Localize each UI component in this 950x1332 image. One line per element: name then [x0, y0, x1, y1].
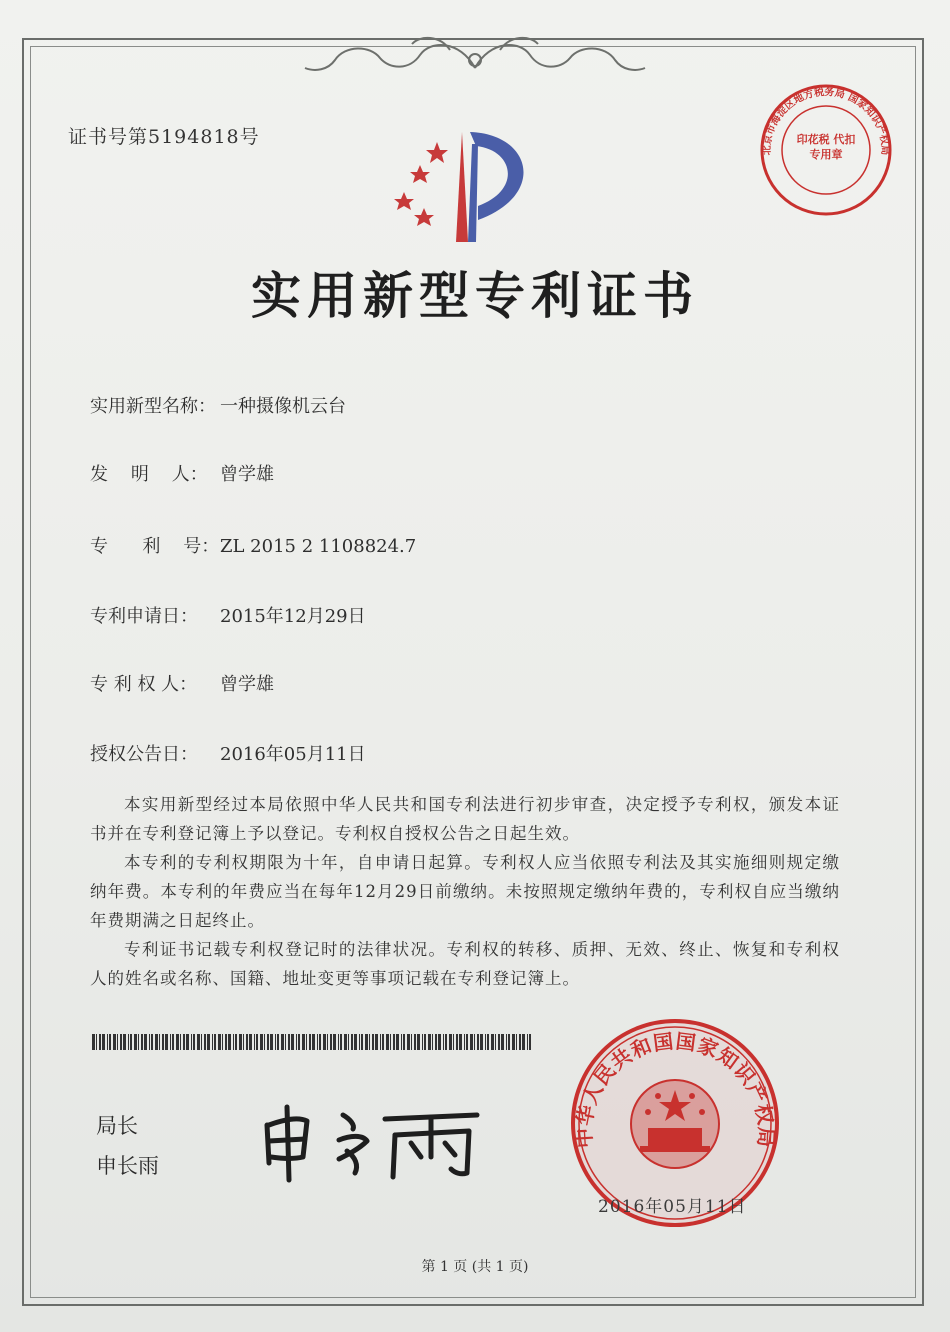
field-value: ZL 2015 2 1108824.7	[220, 536, 417, 557]
barcode-bar	[275, 1034, 276, 1050]
barcode-bar	[291, 1034, 294, 1050]
barcode-bar	[501, 1034, 504, 1050]
barcode-bar	[401, 1034, 402, 1050]
barcode-bar	[453, 1034, 454, 1050]
barcode-bar	[459, 1034, 462, 1050]
page-footer: 第 1 页 (共 1 页)	[421, 1259, 529, 1275]
barcode-bar	[246, 1034, 248, 1050]
barcode-bar	[186, 1034, 189, 1050]
paragraph-grant: 本实用新型经过本局依照中华人民共和国专利法进行初步审查，决定授予专利权，颁发本证书并在专利登记簿上予以登记。专利权自授权公告之日起生效。	[90, 795, 840, 843]
barcode-bar	[445, 1034, 447, 1050]
barcode-bar	[351, 1034, 353, 1050]
director-signature	[255, 1085, 485, 1185]
top-ornament	[300, 30, 650, 80]
certificate-number: 证书号第5194818号	[68, 126, 260, 148]
field-patent-number	[90, 532, 416, 558]
barcode-bar	[477, 1034, 479, 1050]
barcode-bar	[529, 1034, 531, 1050]
seal-text: 中华人民共和国国家知识产权局	[571, 1028, 779, 1149]
barcode-bar	[109, 1034, 111, 1050]
barcode-bar	[155, 1034, 158, 1050]
barcode-bar	[96, 1034, 97, 1050]
barcode-bar	[162, 1034, 164, 1050]
barcode-bar	[340, 1034, 342, 1050]
barcode-bar	[361, 1034, 363, 1050]
barcode-bar	[516, 1034, 517, 1050]
barcode	[92, 1034, 532, 1050]
barcode-bar	[390, 1034, 391, 1050]
barcode-bar	[239, 1034, 242, 1050]
barcode-bar	[288, 1034, 290, 1050]
barcode-bar	[407, 1034, 410, 1050]
barcode-bar	[519, 1034, 521, 1050]
patent-office-logo	[382, 120, 552, 250]
barcode-bar	[243, 1034, 244, 1050]
barcode-bar	[107, 1034, 108, 1050]
field-inventor	[90, 460, 274, 486]
barcode-bar	[369, 1034, 370, 1050]
barcode-bar	[319, 1034, 321, 1050]
barcode-bar	[411, 1034, 412, 1050]
barcode-bar	[149, 1034, 150, 1050]
barcode-bar	[214, 1034, 216, 1050]
barcode-bar	[449, 1034, 452, 1050]
barcode-bar	[495, 1034, 496, 1050]
barcode-bar	[330, 1034, 332, 1050]
barcode-bar	[228, 1034, 231, 1050]
barcode-bar	[212, 1034, 213, 1050]
barcode-bar	[327, 1034, 328, 1050]
barcode-bar	[432, 1034, 433, 1050]
barcode-bar	[159, 1034, 160, 1050]
barcode-bar	[338, 1034, 339, 1050]
barcode-bar	[197, 1034, 200, 1050]
barcode-bar	[120, 1034, 122, 1050]
barcode-bar	[309, 1034, 311, 1050]
barcode-bar	[498, 1034, 500, 1050]
field-label: 专 利 权 人：	[90, 674, 198, 695]
barcode-bar	[233, 1034, 234, 1050]
barcode-bar	[372, 1034, 374, 1050]
barcode-bar	[144, 1034, 147, 1050]
barcode-bar	[474, 1034, 475, 1050]
barcode-bar	[312, 1034, 315, 1050]
barcode-bar	[470, 1034, 473, 1050]
barcode-bar	[151, 1034, 153, 1050]
field-value: 曾学雄	[220, 674, 274, 695]
barcode-bar	[480, 1034, 483, 1050]
barcode-bar	[438, 1034, 441, 1050]
small-seal-ring-text: 北京市海淀区地方税务局 国家知识产权局	[761, 87, 891, 156]
barcode-bar	[207, 1034, 210, 1050]
barcode-bar	[193, 1034, 195, 1050]
barcode-bar	[117, 1034, 118, 1050]
barcode-bar	[249, 1034, 252, 1050]
barcode-bar	[456, 1034, 458, 1050]
barcode-bar	[281, 1034, 284, 1050]
small-seal-center-text: 印花税 代扣专用章	[796, 133, 856, 161]
barcode-bar	[191, 1034, 192, 1050]
barcode-bar	[333, 1034, 336, 1050]
barcode-bar	[99, 1034, 101, 1050]
field-value: 2015年12月29日	[220, 606, 366, 627]
issue-date: 2016年05月11日	[598, 1197, 747, 1217]
barcode-bar	[138, 1034, 139, 1050]
director-name: 申长雨	[96, 1154, 159, 1178]
field-value: 2016年05月11日	[220, 744, 366, 765]
barcode-bar	[170, 1034, 171, 1050]
barcode-bar	[375, 1034, 378, 1050]
barcode-bar	[183, 1034, 185, 1050]
barcode-bar	[344, 1034, 347, 1050]
barcode-bar	[393, 1034, 395, 1050]
barcode-bar	[424, 1034, 426, 1050]
barcode-bar	[102, 1034, 105, 1050]
field-label: 授权公告日：	[90, 744, 198, 765]
barcode-bar	[218, 1034, 221, 1050]
field-application-date	[90, 602, 366, 628]
barcode-bar	[403, 1034, 405, 1050]
barcode-bar	[267, 1034, 269, 1050]
barcode-bar	[204, 1034, 206, 1050]
barcode-bar	[306, 1034, 307, 1050]
paragraph-legal-status: 专利证书记载专利权登记时的法律状况。专利权的转移、质押、无效、终止、恢复和专利权人的姓名或名称、国籍、地址变更等事项记载在专利登记簿上。	[90, 940, 840, 988]
barcode-bar	[141, 1034, 143, 1050]
field-value: 曾学雄	[220, 464, 274, 485]
barcode-bar	[264, 1034, 265, 1050]
barcode-bar	[414, 1034, 416, 1050]
barcode-bar	[180, 1034, 181, 1050]
barcode-bar	[225, 1034, 227, 1050]
barcode-bar	[512, 1034, 515, 1050]
barcode-bar	[235, 1034, 237, 1050]
barcode-bar	[365, 1034, 368, 1050]
field-utility-model-name	[90, 392, 346, 418]
barcode-bar	[417, 1034, 420, 1050]
field-label: 实用新型名称：	[90, 396, 216, 417]
barcode-bar	[317, 1034, 318, 1050]
barcode-bar	[382, 1034, 384, 1050]
barcode-bar	[380, 1034, 381, 1050]
barcode-bar	[466, 1034, 468, 1050]
barcode-bar	[113, 1034, 116, 1050]
document-title: 实用新型专利证书	[251, 267, 699, 325]
tax-stamp-seal	[756, 80, 896, 220]
barcode-bar	[506, 1034, 507, 1050]
barcode-bar	[443, 1034, 444, 1050]
field-label: 专 利 号：	[90, 536, 220, 557]
barcode-bar	[92, 1034, 95, 1050]
barcode-bar	[128, 1034, 129, 1050]
barcode-bar	[260, 1034, 263, 1050]
barcode-bar	[435, 1034, 437, 1050]
barcode-bar	[201, 1034, 202, 1050]
barcode-bar	[130, 1034, 132, 1050]
field-label: 发 明 人：	[90, 464, 208, 485]
barcode-bar	[277, 1034, 279, 1050]
barcode-bar	[134, 1034, 137, 1050]
paragraph-term: 本专利的专利权期限为十年，自申请日起算。专利权人应当依照专利法及其实施细则规定缴纳年费。本专利的年费应当在每年12月29日前缴纳。未按照规定缴纳年费的，专利权自应当缴纳年费期满之日起终止。	[90, 853, 840, 930]
field-grant-date	[90, 740, 366, 766]
barcode-bar	[527, 1034, 528, 1050]
field-label: 专利申请日：	[90, 606, 198, 627]
barcode-bar	[270, 1034, 273, 1050]
barcode-bar	[222, 1034, 223, 1050]
barcode-bar	[491, 1034, 494, 1050]
barcode-bar	[464, 1034, 465, 1050]
barcode-bar	[487, 1034, 489, 1050]
barcode-bar	[396, 1034, 399, 1050]
barcode-bar	[254, 1034, 255, 1050]
field-value: 一种摄像机云台	[220, 396, 346, 417]
field-patentee	[90, 670, 274, 696]
barcode-bar	[522, 1034, 525, 1050]
director-title: 局长	[96, 1114, 138, 1138]
barcode-bar	[428, 1034, 431, 1050]
barcode-bar	[348, 1034, 349, 1050]
barcode-bar	[422, 1034, 423, 1050]
barcode-bar	[302, 1034, 305, 1050]
barcode-bar	[123, 1034, 126, 1050]
barcode-bar	[323, 1034, 326, 1050]
barcode-bar	[285, 1034, 286, 1050]
barcode-bar	[165, 1034, 168, 1050]
barcode-bar	[354, 1034, 357, 1050]
barcode-bar	[256, 1034, 258, 1050]
barcode-bar	[508, 1034, 510, 1050]
barcode-bar	[296, 1034, 297, 1050]
barcode-bar	[359, 1034, 360, 1050]
barcode-bar	[298, 1034, 300, 1050]
barcode-bar	[172, 1034, 174, 1050]
barcode-bar	[386, 1034, 389, 1050]
barcode-bar	[485, 1034, 486, 1050]
barcode-bar	[176, 1034, 179, 1050]
